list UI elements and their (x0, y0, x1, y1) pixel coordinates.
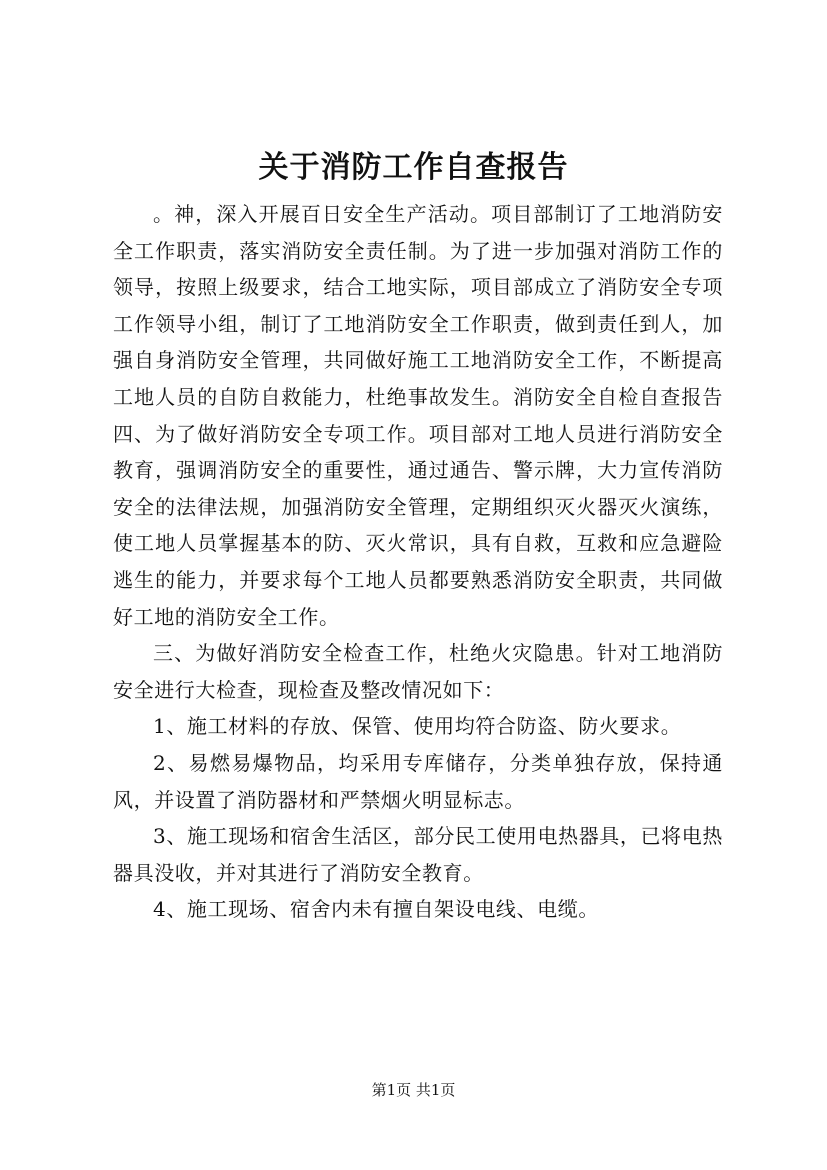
document-body (113, 196, 723, 928)
paragraph-5: 3、施工现场和宿舍生活区，部分民工使用电热器具，已将电热器具没收，并对其进行了消防安全教育。 (113, 824, 723, 885)
paragraph-6: 4、施工现场、宿舍内未有擅自架设电线、电缆。 (153, 897, 599, 922)
paragraph-2: 三、为做好消防安全检查工作，杜绝火灾隐患。针对工地消防安全进行大检查，现检查及整改情况如下： (113, 641, 723, 702)
paragraph-4: 2、易燃易爆物品，均采用专库储存，分类单独存放，保持通风，并设置了消防器材和严禁烟火明显标志。 (113, 750, 723, 812)
paragraph-3: 1、施工材料的存放、保管、使用均符合防盗、防火要求。 (153, 714, 682, 739)
document-title: 关于消防工作自查报告 (258, 150, 569, 185)
paragraph-1: 。神，深入开展百日安全生产活动。项目部制订了工地消防安全工作职责，落实消防安全责任制。为了进一步加强对消防工作的领导，按照上级要求，结合工地实际，项目部成立了消防安全专项工作领导小组，制订了工地消防安全工作职责，做到责任到人，加强自身消防安全管理，共同做好施工工地消防安全工作，不断提高工地人员的自防自救能力，杜绝事故发生。消防安全自检自查报告四、为了做好消防安全专项工作。项目部对工地人员进行消防安全教育，强调消防安全的重要性，通过通告、警示牌，大力宣传消防安全的法律法规，加强消防安全管理，定期组织灭火器灭火演练，使工地人员掌握基本的防、灭火常识，具有自救，互救和应急避险逃生的能力，并要求每个工地人员都要熟悉消防安全职责，共同做好工地的消防安全工作。 (113, 202, 723, 629)
page-footer: 第1页 共1页 (371, 1081, 456, 1099)
